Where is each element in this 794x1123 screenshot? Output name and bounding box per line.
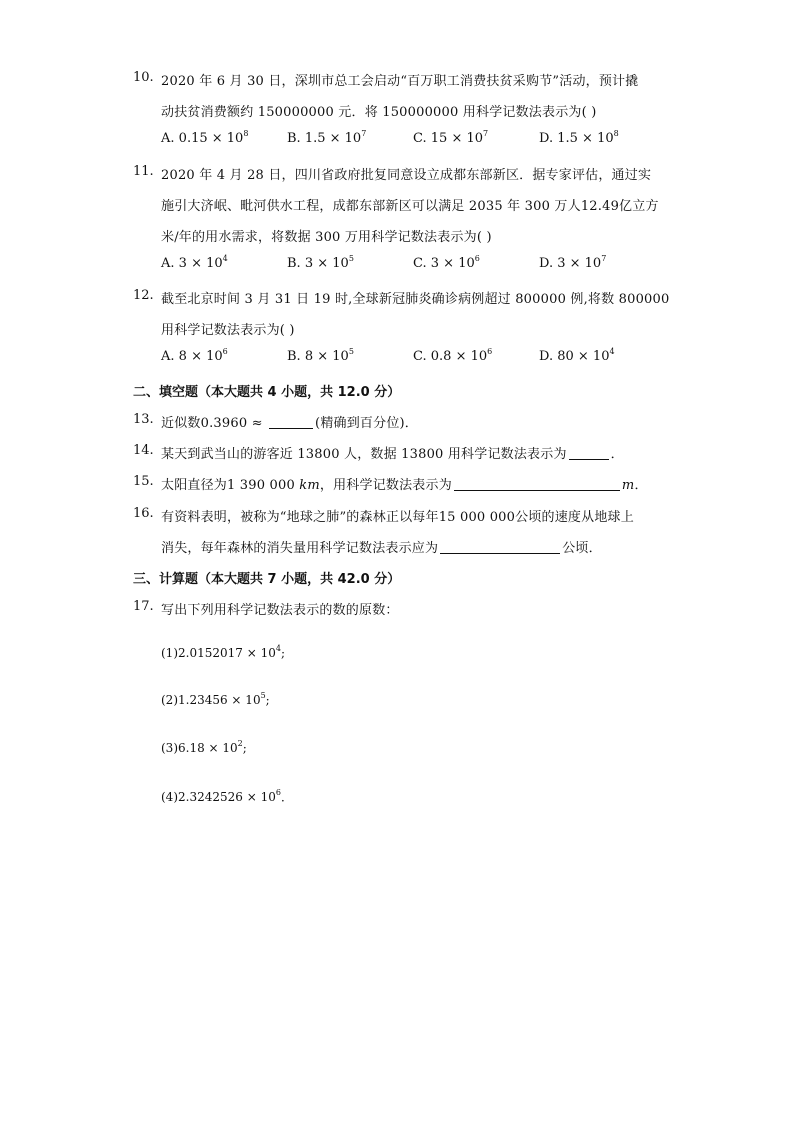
question-text: 施引大济岷、毗河供水工程，成都东部新区可以满足 2035 年 300 万人12.49亿立方: [161, 199, 659, 214]
option-c[interactable]: C. $3 \times 10^6$: [413, 254, 480, 271]
answer-blank[interactable]: [269, 416, 313, 429]
question-text: 2020 年 4 月 28 日，四川省政府批复同意设立成都东部新区．据专家评估，通过实: [161, 168, 652, 183]
question-text: 有资料表明，被称为“地球之肺”的森林正以每年15 000 000公顷的速度从地球上: [161, 510, 634, 525]
question-text: 2020 年 6 月 30 日，深圳市总工会启动“百万职工消费扶贫采购节”活动，预计撬: [161, 74, 639, 89]
question-number: 10.: [133, 70, 154, 85]
answer-blank[interactable]: [569, 447, 609, 460]
question-text: 某天到武当山的游客近 13800 人，数据 13800 用科学记数法表示为 ．: [161, 447, 624, 462]
option-d[interactable]: D. $3 \times 10^7$: [539, 254, 607, 271]
question-text: 米/年的用水需求，将数据 300 万用科学记数法表示为( ): [161, 230, 492, 245]
option-c[interactable]: C. $0.8 \times 10^6$: [413, 347, 493, 364]
option-b[interactable]: B. $8 \times 10^5$: [287, 347, 354, 364]
answer-blank[interactable]: [440, 541, 560, 554]
option-a[interactable]: A. $3 \times 10^4$: [161, 254, 228, 271]
question-number: 11.: [133, 164, 154, 179]
section-heading: 三、计算题（本大题共 7 小题，共 42.0 分）: [133, 572, 401, 587]
option-b[interactable]: B. $3 \times 10^5$: [287, 254, 354, 271]
question-text: 用科学记数法表示为( ): [161, 323, 295, 338]
sub-question: $(3)6.18 \times 10^2$;: [161, 739, 247, 755]
question-text: 近似数0.3960 ≈ (精确到百分位)．: [161, 416, 418, 431]
sub-question: $(1)2.0152017 \times 10^4$;: [161, 644, 285, 660]
question-number: 13.: [133, 412, 154, 427]
sub-question: $(2)1.23456 \times 10^5$;: [161, 691, 270, 707]
sub-question: $(4)2.3242526 \times 10^6$．: [161, 788, 293, 804]
option-b[interactable]: B. $1.5 \times 10^7$: [287, 129, 367, 146]
option-d[interactable]: D. $80 \times 10^4$: [539, 347, 615, 364]
option-c[interactable]: C. $15 \times 10^7$: [413, 129, 489, 146]
question-number: 12.: [133, 288, 154, 303]
option-d[interactable]: D. $1.5 \times 10^8$: [539, 129, 619, 146]
section-heading: 二、填空题（本大题共 4 小题，共 12.0 分）: [133, 385, 401, 400]
question-number: 17.: [133, 599, 154, 614]
question-number: 14.: [133, 443, 154, 458]
option-a[interactable]: A. $0.15 \times 10^8$: [161, 129, 249, 146]
question-text: 太阳直径为1 390 000 km，用科学记数法表示为 m．: [161, 478, 648, 493]
question-text: 写出下列用科学记数法表示的数的原数：: [161, 603, 399, 618]
question-text: 消失，每年森林的消失量用科学记数法表示应为 公顷．: [161, 541, 602, 556]
question-number: 15.: [133, 474, 154, 489]
answer-blank[interactable]: [454, 478, 620, 491]
question-number: 16.: [133, 506, 154, 521]
question-text: 截至北京时间 3 月 31 日 19 时,全球新冠肺炎确诊病例超过 800000 例,将数 800000: [161, 292, 670, 307]
option-a[interactable]: A. $8 \times 10^6$: [161, 347, 228, 364]
question-text: 动扶贫消费额约 150000000 元．将 150000000 用科学记数法表示为( ): [161, 105, 597, 120]
